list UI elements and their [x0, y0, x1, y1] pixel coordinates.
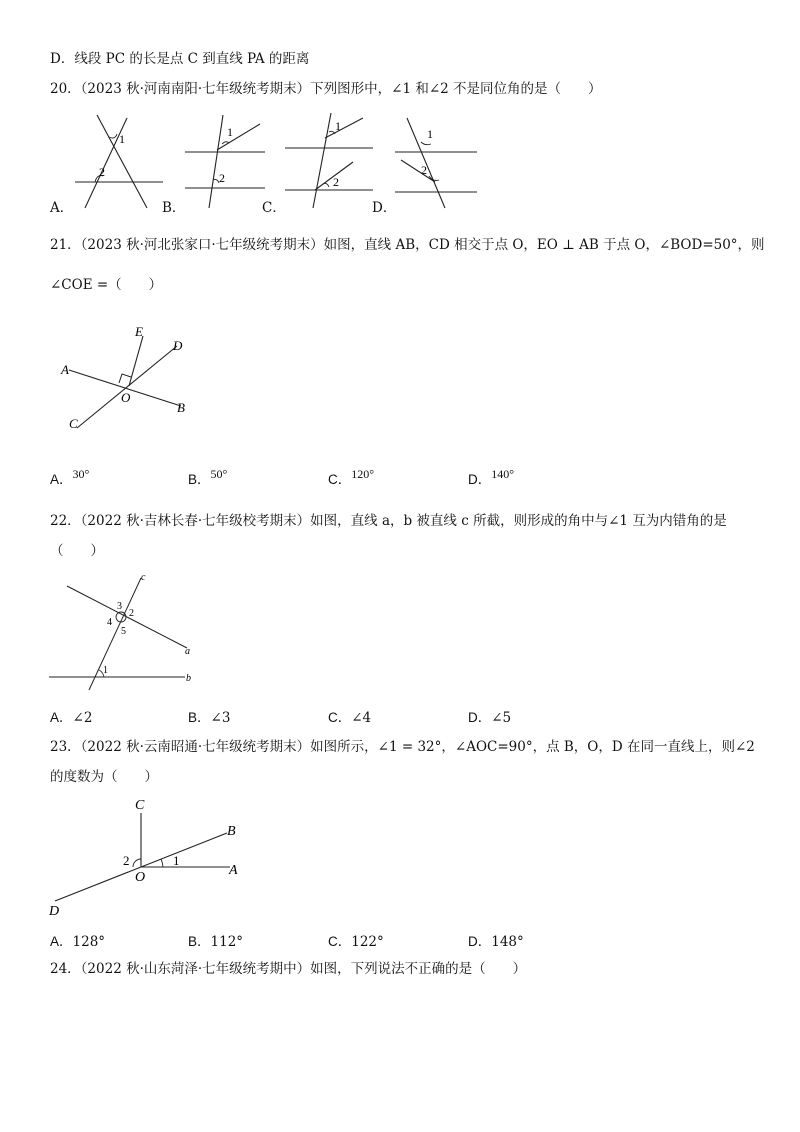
- q21-label-e: E: [135, 324, 143, 339]
- q19-option-d: D．线段 PC 的长是点 C 到直线 PA 的距离: [50, 51, 310, 67]
- q23-option-c[interactable]: [328, 930, 384, 950]
- q23-label-d: D: [49, 904, 60, 919]
- q22-label-c: c: [141, 572, 146, 583]
- q20c-label-1: 1: [335, 119, 341, 133]
- q22-label-5: 5: [121, 626, 126, 637]
- q20-figure-b: [185, 110, 275, 210]
- q21-label-o: O: [121, 390, 131, 405]
- q20b-label-2: 2: [219, 171, 225, 185]
- q23-option-b[interactable]: [188, 930, 243, 950]
- q20-figure-c: [285, 110, 380, 210]
- q21-option-c[interactable]: [328, 468, 374, 488]
- q23-stem-2: 的度数为（ ）: [50, 769, 158, 785]
- q20-stem: 20．（2023 秋·河南南阳·七年级统考期末）下列图形中，∠1 和∠2 不是同位角的是（ ）: [50, 81, 602, 97]
- q21-label-d: D: [173, 338, 183, 353]
- q20-option-a[interactable]: A．: [50, 200, 74, 216]
- q20c-transversal: [313, 113, 331, 208]
- q23-label-1: 1: [173, 853, 180, 868]
- q21-option-a-label: A．: [50, 472, 73, 487]
- q20-figure-a: [75, 110, 165, 210]
- q20a-label-1: 1: [119, 132, 125, 146]
- q22-stem-2: （ ）: [50, 543, 104, 559]
- q21-stem-2: ∠COE =（ ）: [50, 277, 163, 293]
- q22-option-c-value: ∠4: [351, 710, 372, 726]
- q23-option-b-value: 112°: [210, 934, 244, 950]
- q21-option-b-label: B．: [188, 472, 211, 487]
- q22-option-a-label: A．: [50, 710, 73, 725]
- q23-option-a-label: A．: [50, 934, 73, 949]
- q22-option-b[interactable]: [188, 706, 230, 726]
- q22-label-3: 3: [117, 601, 122, 612]
- q23-option-c-label: C．: [328, 934, 352, 949]
- q22-stem: 22．（2022 秋·吉林长春·七年级校考期末）如图，直线 a，b 被直线 c 所截，则形成的角中与∠1 互为内错角的是: [50, 513, 727, 529]
- q20-option-d[interactable]: D．: [372, 200, 397, 216]
- q20b-label-1: 1: [227, 125, 233, 139]
- q21-stem: 21．（2023 秋·河北张家口·七年级统考期末）如图，直线 AB，CD 相交于点 O，EO ⊥ AB 于点 O，∠BOD=50°，则: [50, 237, 765, 253]
- q22-option-b-label: B．: [188, 710, 211, 725]
- q21-ray-oe: [129, 336, 143, 386]
- q22-option-b-value: ∠3: [210, 710, 231, 726]
- q21-option-d-value: 140°: [491, 467, 515, 481]
- q22-label-4: 4: [107, 617, 112, 628]
- q22-option-d-value: ∠5: [491, 710, 512, 726]
- q20-option-c[interactable]: C．: [262, 200, 286, 216]
- q21-option-b[interactable]: [188, 468, 227, 488]
- q20-figure-d: [395, 110, 485, 210]
- q23-option-d-value: 148°: [491, 934, 524, 950]
- q22-line-a: [67, 586, 187, 648]
- q23-option-d-label: D．: [468, 934, 492, 949]
- q22-option-c[interactable]: [328, 706, 371, 726]
- q20-option-b[interactable]: B．: [162, 200, 186, 216]
- q23-option-a[interactable]: [50, 930, 105, 950]
- q22-option-a[interactable]: [50, 706, 92, 726]
- q21-option-b-value: 50°: [210, 467, 228, 481]
- q23-figure: [45, 795, 255, 920]
- q23-stem: 23．（2022 秋·云南昭通·七年级统考期末）如图所示，∠1 = 32°，∠AOC=90°，点 B，O，D 在同一直线上，则∠2: [50, 739, 755, 755]
- q21-right-angle-mark: [119, 374, 131, 383]
- q20a-label-2: 2: [99, 165, 105, 179]
- q20b-slant: [217, 124, 260, 150]
- q22-figure: [45, 572, 205, 692]
- q23-option-c-value: 122°: [351, 934, 384, 950]
- q20d-label-1: 1: [427, 127, 433, 141]
- q22-option-c-label: C．: [328, 710, 352, 725]
- q21-label-b: B: [177, 400, 185, 415]
- q23-label-a: A: [229, 863, 238, 878]
- q22-label-b: b: [186, 673, 191, 684]
- q22-line-c: [89, 578, 141, 690]
- q24-stem: 24．（2022 秋·山东菏泽·七年级统考期中）如图，下列说法不正确的是（ ）: [50, 961, 527, 977]
- q21-option-d[interactable]: [468, 468, 514, 488]
- q21-label-a: A: [61, 362, 69, 377]
- q23-option-d[interactable]: [468, 930, 524, 950]
- q21-option-a[interactable]: [50, 468, 89, 488]
- q20b-transversal: [209, 115, 223, 208]
- q23-label-c: C: [135, 798, 145, 813]
- q21-label-c: C: [69, 416, 78, 431]
- q23-label-b: B: [227, 824, 236, 839]
- q20c-slant-1: [325, 118, 363, 138]
- q21-option-d-label: D．: [468, 472, 492, 487]
- q22-label-2: 2: [129, 608, 134, 619]
- q23-option-b-label: B．: [188, 934, 211, 949]
- q20d-label-2: 2: [421, 163, 427, 177]
- q21-option-a-value: 30°: [72, 467, 90, 481]
- q23-option-a-value: 128°: [72, 934, 106, 950]
- q22-option-d-label: D．: [468, 710, 492, 725]
- q21-figure: [55, 320, 205, 440]
- q20c-label-2: 2: [333, 175, 339, 189]
- q23-label-2: 2: [123, 853, 130, 868]
- q23-label-o: O: [135, 870, 146, 885]
- q21-option-c-value: 120°: [351, 467, 375, 481]
- q22-option-a-value: ∠2: [72, 710, 93, 726]
- q21-option-c-label: C．: [328, 472, 352, 487]
- q22-option-d[interactable]: [468, 706, 511, 726]
- q22-label-1: 1: [103, 665, 108, 676]
- q21-line-cd: [77, 346, 177, 428]
- q22-label-a: a: [185, 646, 190, 657]
